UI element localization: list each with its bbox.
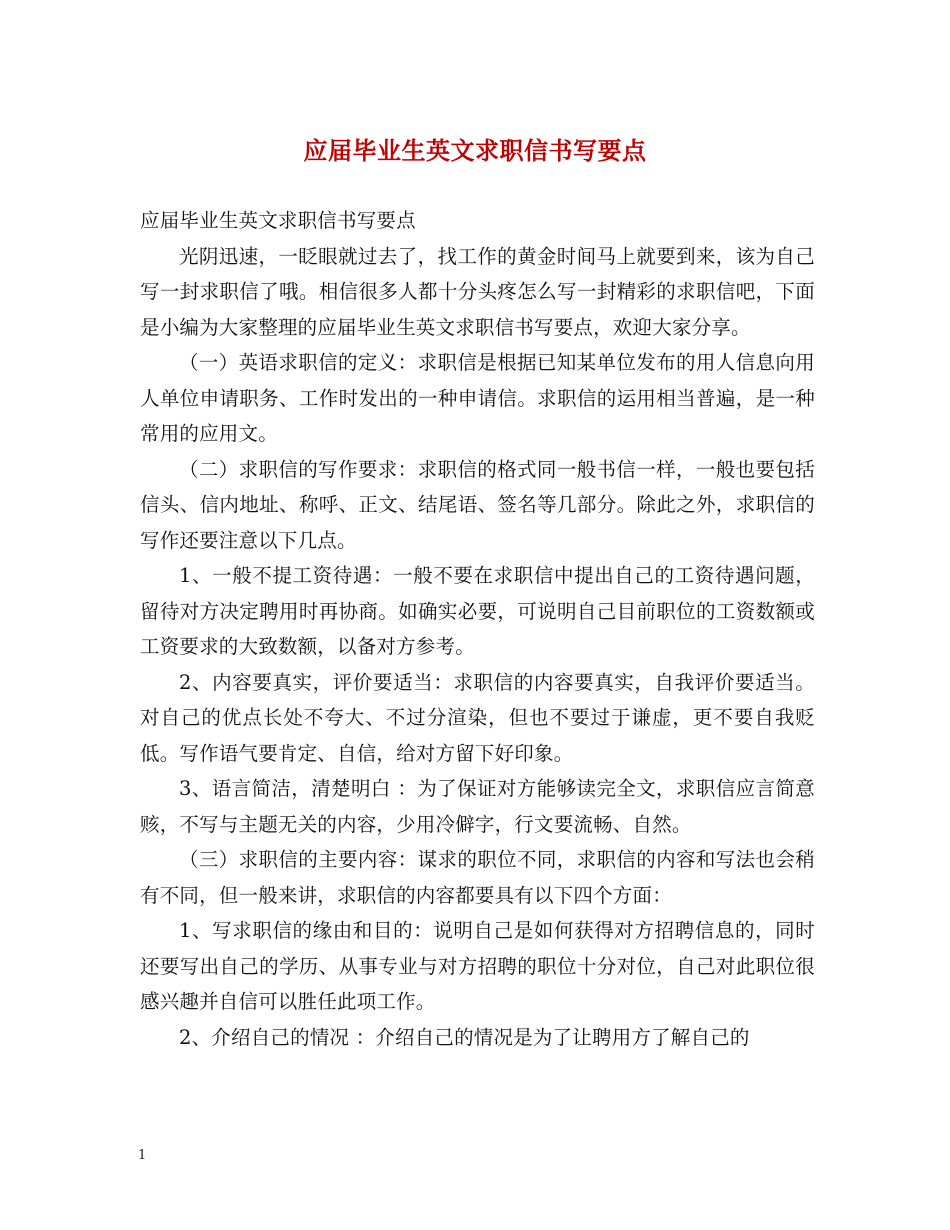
page-number: 1: [138, 1148, 147, 1163]
requirements-paragraph: （二）求职信的写作要求：求职信的格式同一般书信一样，一般也要包括信头、信内地址、称呼、正文、结尾语、签名等几部分。除此之外，求职信的写作还要注意以下几点。: [140, 457, 815, 552]
point-concise-paragraph: 3、语言简洁，清楚明白 ：为了保证对方能够读完全文，求职信应言简意赅，不写与主题无关的内容，少用冷僻字，行文要流畅、自然。: [140, 777, 815, 836]
main-content-paragraph: （三）求职信的主要内容：谋求的职位不同，求职信的内容和写法也会稍有不同，但一般来讲，求职信的内容都要具有以下四个方面：: [140, 848, 815, 907]
content-reason-paragraph: 1、写求职信的缘由和目的：说明自己是如何获得对方招聘信息的，同时还要写出自己的学历、从事专业与对方招聘的职位十分对位，自己对此职位很感兴趣并自信可以胜任此项工作。: [140, 919, 815, 1013]
point-salary-paragraph: 1、一般不提工资待遇：一般不要在求职信中提出自己的工资待遇问题，留待对方决定聘用时再协商。如确实必要，可说明自己目前职位的工资数额或工资要求的大致数额，以备对方参考。: [140, 564, 815, 658]
intro-paragraph: 光阴迅速，一眨眼就过去了，找工作的黄金时间马上就要到来，该为自己写一封求职信了哦。相信很多人都十分头疼怎么写一封精彩的求职信吧，下面是小编为大家整理的应届毕业生英文求职信书写要点，欢迎大家分享。: [140, 244, 815, 339]
point-truthful-paragraph: 2、内容要真实，评价要适当：求职信的内容要真实，自我评价要适当。对自己的优点长处不夸大、不过分渲染，但也不要过于谦虚，更不要自我贬低。写作语气要肯定、自信，给对方留下好印象。: [140, 670, 815, 765]
content-self-intro-paragraph: 2、介绍自己的情况 ：介绍自己的情况是为了让聘用方了解自己的: [179, 1025, 750, 1049]
subtitle-paragraph: 应届毕业生英文求职信书写要点: [140, 209, 416, 232]
document-title: 应届毕业生英文求职信书写要点: [303, 136, 647, 165]
document-body: [140, 203, 815, 1055]
definition-paragraph: （一）英语求职信的定义：求职信是根据已知某单位发布的用人信息向用人单位申请职务、工作时发出的一种申请信。求职信的运用相当普遍，是一种常用的应用文。: [140, 351, 815, 445]
